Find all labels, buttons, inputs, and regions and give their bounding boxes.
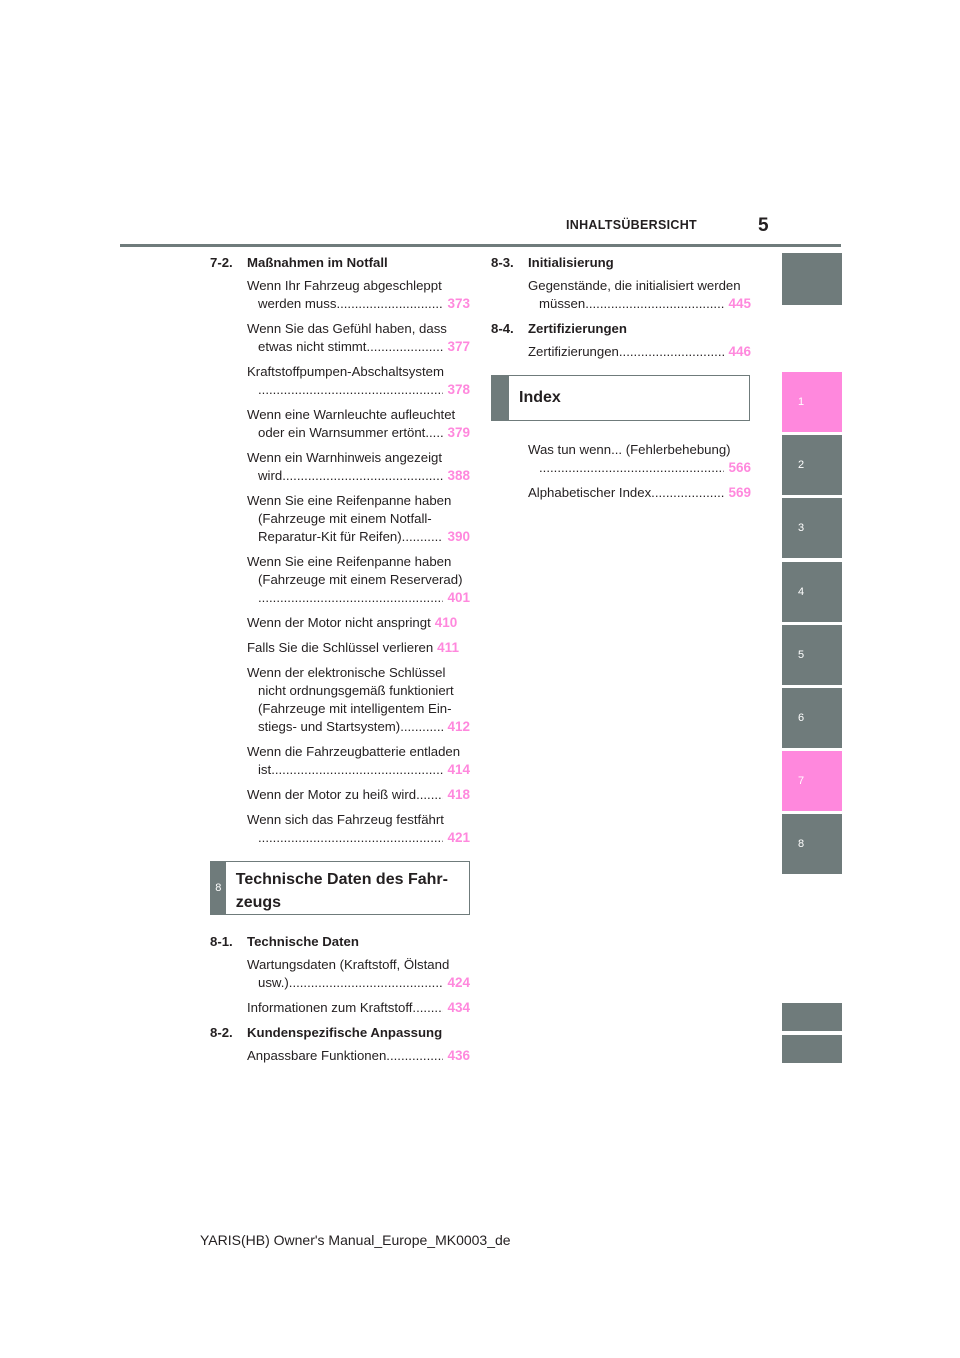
chapter-tab-1[interactable]: 1 [782, 372, 842, 432]
chapter-tab-6[interactable]: 6 [782, 688, 842, 748]
page-ref: 569 [728, 485, 751, 500]
page-ref: 373 [447, 296, 470, 311]
toc-entry-abgeschleppt[interactable]: Wenn Ihr Fahrzeug abgeschleppt werden muss ..... 373 [210, 277, 470, 313]
chapter-tab-7[interactable]: 7 [782, 751, 842, 811]
page-ref: 412 [447, 719, 470, 734]
page-number: 5 [758, 215, 769, 236]
page-ref: 434 [447, 1000, 470, 1015]
toc-entry-warnhinweis[interactable]: Wenn ein Warnhinweis angezeigt wird ..... 388 [210, 449, 470, 485]
section-8-3: 8-3. Initialisierung [491, 255, 614, 270]
chapter-box-index[interactable] [491, 375, 750, 421]
chapter-tab-2[interactable]: 2 [782, 435, 842, 495]
toc-entry-kraftstoff-info[interactable]: Informationen zum Kraftstoff ..... 434 [210, 999, 470, 1017]
section-8-4: 8-4. Zertifizierungen [491, 321, 627, 336]
page-ref: 566 [728, 460, 751, 475]
page-ref: 377 [447, 339, 470, 354]
toc-entry-gefuehl[interactable]: Wenn Sie das Gefühl haben, dass etwas nicht stimmt ..... 377 [210, 320, 470, 356]
toc-entry-elektronischer-schluessel[interactable]: Wenn der elektronische Schlüssel nicht ordnungsgemäß funktioniert (Fahrzeuge mit intelligentem Ein- stiegs- und Startsystem) ..... 412 [210, 664, 470, 736]
page-ref: 421 [447, 830, 470, 845]
header-rule [120, 244, 841, 247]
toc-entry-motor-springt-nicht[interactable]: Wenn der Motor nicht anspringt 410 [247, 615, 458, 630]
toc-entry-warnleuchte[interactable]: Wenn eine Warnleuchte aufleuchtet oder ein Warnsummer ertönt ..... 379 [210, 406, 470, 442]
page-ref: 436 [447, 1048, 470, 1063]
chapter-badge: 8 [211, 862, 226, 914]
toc-entry-anpassbare-funktionen[interactable]: Anpassbare Funktionen ..... 436 [210, 1047, 470, 1065]
toc-left-column [210, 254, 470, 1072]
toc-entry-schluessel-verlieren[interactable]: Falls Sie die Schlüssel verlieren 411 [247, 640, 459, 655]
toc-entry-festfaehrt[interactable]: Wenn sich das Fahrzeug festfährt ..... 421 [210, 811, 470, 847]
chapter-badge [492, 376, 509, 420]
toc-entry-wartungsdaten[interactable]: Wartungsdaten (Kraftstoff, Ölstand usw.) ..... 424 [210, 956, 470, 992]
page-ref: 379 [447, 425, 470, 440]
section-8-1: 8-1. Technische Daten [210, 934, 359, 949]
footer-document-id: YARIS(HB) Owner's Manual_Europe_MK0003_de [200, 1232, 511, 1248]
page-ref: 424 [447, 975, 470, 990]
chapter-box-8[interactable] [210, 861, 470, 915]
chapter-tab-blank-top [782, 253, 842, 305]
chapter-tab-3[interactable]: 3 [782, 498, 842, 558]
chapter-tab-blank-bottom-2 [782, 1035, 842, 1063]
toc-entry-initialisiert[interactable]: Gegenstände, die initialisiert werden müssen ..... 445 [491, 277, 751, 313]
chapter-title: Index [519, 389, 561, 406]
section-8-2: 8-2. Kundenspezifische Anpassung [210, 1025, 443, 1040]
page-ref: 401 [447, 590, 470, 605]
toc-entry-reifenpanne-kit[interactable]: Wenn Sie eine Reifenpanne haben (Fahrzeuge mit einem Notfall- Reparatur-Kit für Reifen) ..... 390 [210, 492, 470, 546]
toc-entry-kraftstoffpumpe[interactable]: Kraftstoffpumpen-Abschaltsystem ..... 378 [210, 363, 470, 399]
chapter-tab-blank-bottom-1 [782, 1003, 842, 1031]
page-ref: 388 [447, 468, 470, 483]
section-7-2: 7-2. Maßnahmen im Notfall [210, 255, 388, 270]
toc-entry-alphabetischer-index[interactable]: Alphabetischer Index ..... 569 [491, 484, 751, 502]
page-ref: 390 [447, 529, 470, 544]
chapter-tab-8[interactable]: 8 [782, 814, 842, 874]
page-ref: 411 [437, 640, 459, 655]
toc-entry-zertifizierungen[interactable]: Zertifizierungen ..... 446 [491, 343, 751, 361]
page-ref: 445 [728, 296, 751, 311]
chapter-title: Technische Daten des Fahr-zeugs [235, 871, 448, 911]
chapter-tab-4[interactable]: 4 [782, 562, 842, 622]
chapter-tab-5[interactable]: 5 [782, 625, 842, 685]
header-title: INHALTSÜBERSICHT [566, 218, 697, 232]
toc-entry-batterie-entladen[interactable]: Wenn die Fahrzeugbatterie entladen ist ..... 414 [210, 743, 470, 779]
toc-entry-fehlerbehebung[interactable]: Was tun wenn... (Fehlerbehebung) ..... 566 [491, 441, 751, 477]
page-ref: 410 [434, 615, 458, 630]
page-ref: 414 [447, 762, 470, 777]
toc-entry-motor-zu-heiss[interactable]: Wenn der Motor zu heiß wird ..... 418 [210, 786, 470, 804]
toc-right-column [491, 254, 751, 509]
toc-entry-reifenpanne-reserverad[interactable]: Wenn Sie eine Reifenpanne haben (Fahrzeuge mit einem Reserverad) ..... 401 [210, 553, 470, 607]
page-ref: 418 [447, 787, 470, 802]
page-ref: 378 [447, 382, 470, 397]
page-ref: 446 [728, 344, 751, 359]
